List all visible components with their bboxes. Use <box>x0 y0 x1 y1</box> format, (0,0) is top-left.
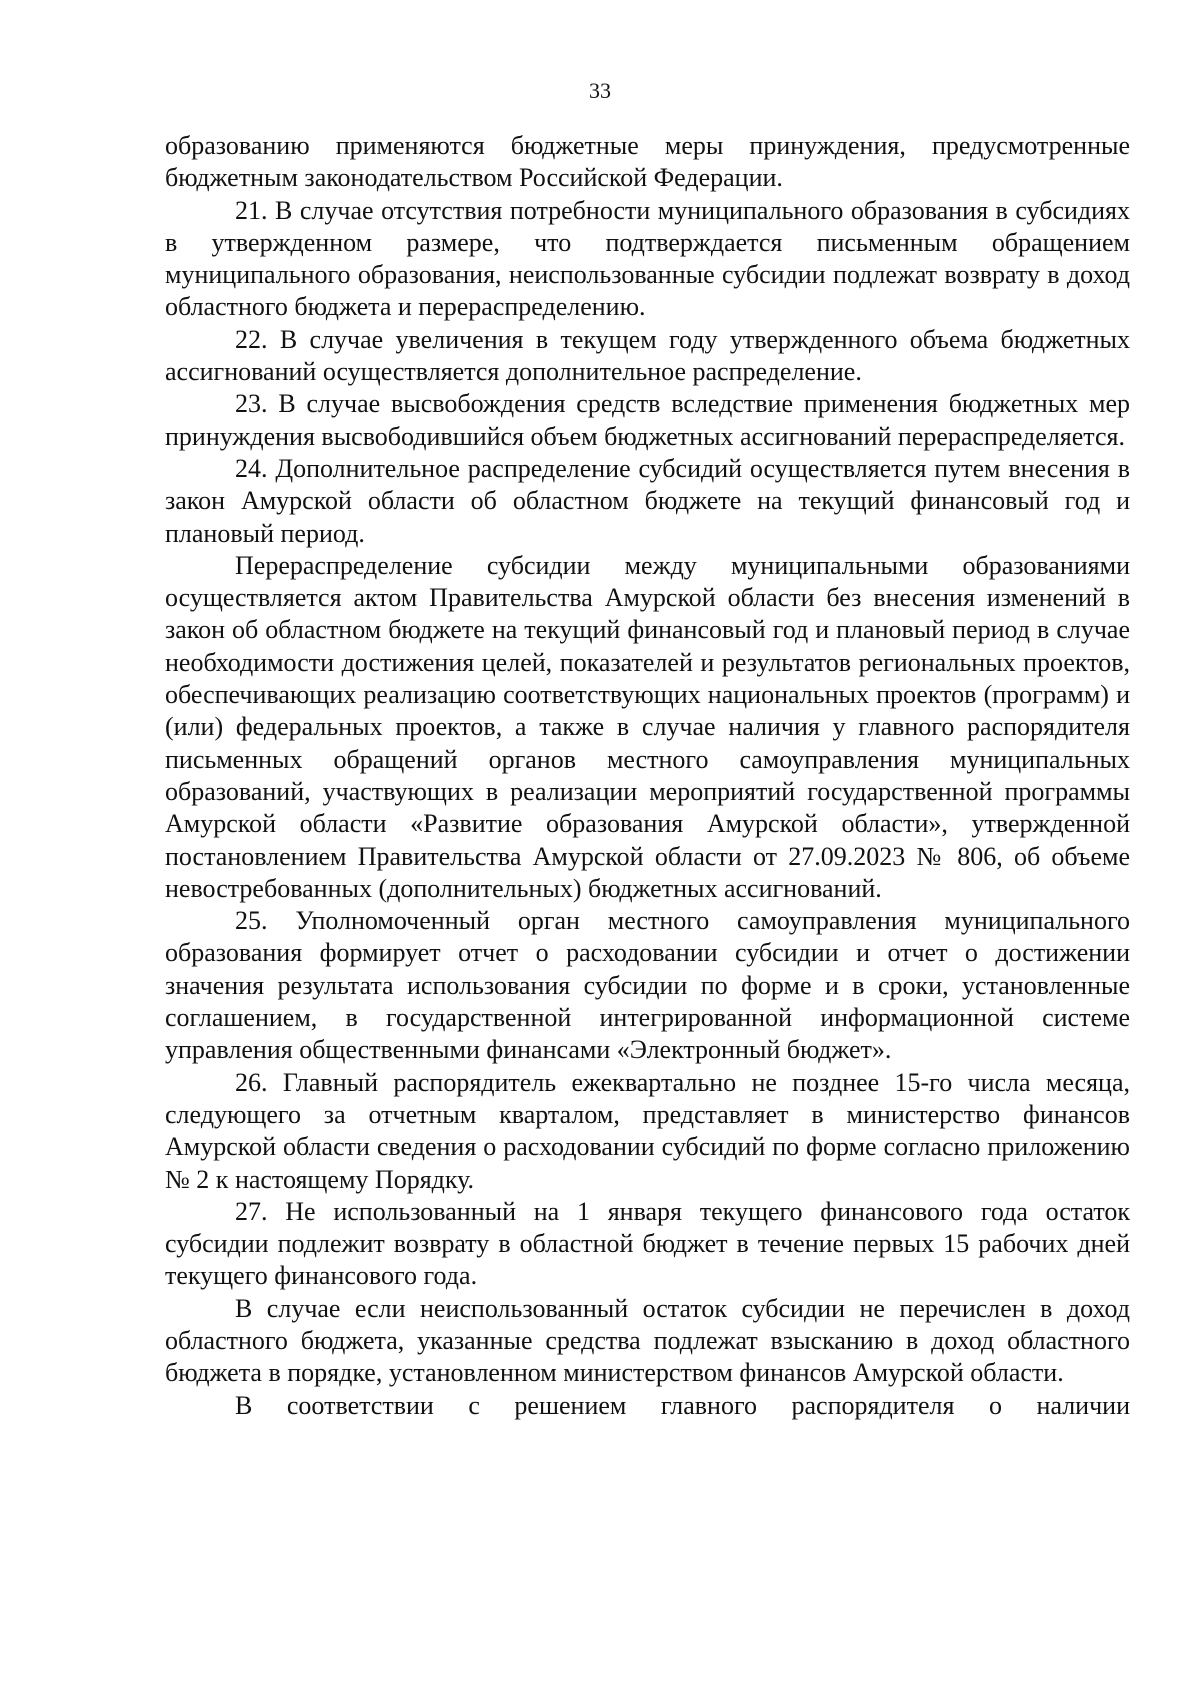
paragraph-27: 27. Не использованный на 1 января текущего финансового года остаток субсидии подлежит возврату в областной бюджет в течение первых 15 рабочих дней текущего финансового года. <box>165 1196 1130 1291</box>
paragraph-26: 26. Главный распорядитель ежеквартально не позднее 15-го числа месяца, следующего за отчетным кварталом, представляет в министерство финансов Амурской области сведения о расходовании субсидий по форме согласно приложению № 2 к настоящему Порядку. <box>165 1067 1130 1194</box>
paragraph-continuation: образованию применяются бюджетные меры принуждения, предусмотренные бюджетным законодательством Российской Федерации. <box>165 131 1130 193</box>
page-number: 33 <box>589 78 611 103</box>
paragraph-27-decision: В соответствии с решением главного распорядителя о наличии <box>235 1390 1130 1420</box>
paragraph-23: 23. В случае высвобождения средств вследствие применения бюджетных мер принуждения высвободившийся объем бюджетных ассигнований перераспределяется. <box>165 389 1130 451</box>
paragraph-24: 24. Дополнительное распределение субсидий осуществляется путем внесения в закон Амурской области об областном бюджете на текущий финансовый год и плановый период. <box>165 453 1130 548</box>
paragraph-22: 22. В случае увеличения в текущем году утвержденного объема бюджетных ассигнований осуществляется дополнительное распределение. <box>165 324 1130 387</box>
paragraph-27-recovery: В случае если неиспользованный остаток субсидии не перечислен в доход областного бюджета, указанные средства подлежат взысканию в доход областного бюджета в порядке, установленном министерством финансов Амурской области. <box>165 1293 1130 1388</box>
paragraph-24-redistribution: Перераспределение субсидии между муниципальными образованиями осуществляется актом Правительства Амурской области без внесения изменений в закон об областном бюджете на текущий финансовый год и плановый период в случае необходимости достижения целей, показателей и результатов региональных проектов, обеспечивающих реализацию соответствующих национальных проектов (программ) и (или) федеральных проектов, а также в случае наличия у главного распорядителя письменных обращений органов местного самоуправления муниципальных образований, участвующих в реализации мероприятий государственной программы Амурской области «Развитие образования Амурской области», утвержденной постановлением Правительства Амурской области от 27.09.2023 № 806, об объеме невостребованных (дополнительных) бюджетных ассигнований. <box>165 550 1130 903</box>
paragraph-25: 25. Уполномоченный орган местного самоуправления муниципального образования формирует отчет о расходовании субсидии и отчет о достижении значения результата использования субсидии по форме и в сроки, установленные соглашением, в государственной интегрированной информационной системе управления общественными финансами «Электронный бюджет». <box>165 906 1130 1065</box>
paragraph-21: 21. В случае отсутствия потребности муниципального образования в субсидиях в утвержденном размере, что подтверждается письменным обращением муниципального образования, неиспользованные субсидии подлежат возврату в доход областного бюджета и перераспределению. <box>165 195 1130 322</box>
document-body <box>165 130 1130 1422</box>
